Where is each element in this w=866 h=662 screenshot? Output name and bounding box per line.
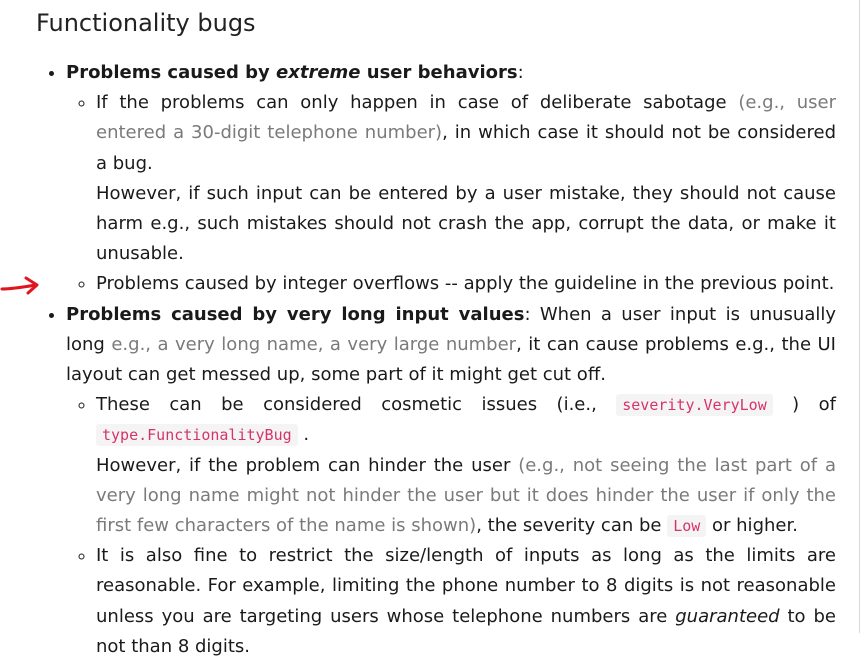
sub-item-integer-overflow: ◦ Problems caused by integer overflows -- apply the guideline in the previous point.: [96, 269, 836, 299]
sub-list-long-input: [66, 390, 836, 662]
code-type-functionalitybug: type.FunctionalityBug: [96, 424, 298, 446]
sub-item-restrict-length: [96, 541, 836, 662]
emphasis-extreme: extreme: [276, 62, 361, 83]
item-title-long-input: Problems caused by very long input values: [66, 303, 525, 325]
page-right-border: [859, 0, 860, 633]
restrict-paragraph: ◦ It is also fine to restrict the size/length of inputs as long as the limits are reasonable. For example, limiting the phone number to 8 digits is not reasonable unless you are targeting users whose telephone numbers are guaranteed to be not than 8 digits.: [96, 545, 836, 657]
section-heading: Functionality bugs: [36, 9, 256, 37]
guideline-content: [0, 58, 836, 662]
sub-list-extreme: [66, 88, 836, 299]
sub-item-cosmetic: [96, 390, 836, 541]
user-mistake-paragraph: However, if such input can be entered by a user mistake, they should not cause harm e.g., such mistakes should not crash the app, corrupt the data, or make it unusable.: [96, 182, 836, 265]
hinder-paragraph: However, if the problem can hinder the user (e.g., not seeing the last part of a very long name might not hinder the user but it does hinder the user if only the first few characters of the name is shown), the severity can be Low or higher.: [96, 454, 836, 537]
long-input-paragraph: • Problems caused by very long input values: When a user input is unusually long e.g., a very long name, a very large number, it can cause problems e.g., the UI layout can get messed up, some part of it might get cut off.: [66, 303, 836, 386]
muted-example: (e.g., not seeing the last part of a very long name might not hinder the user but it does hinder the user if only the first few characters of the name is shown): [96, 454, 836, 537]
muted-example: e.g., a very long name, a very large number: [111, 333, 517, 355]
top-level-list: [0, 58, 836, 662]
sub-item-sabotage: [96, 88, 836, 269]
item-title-extreme: Problems caused by extreme user behaviors: [66, 62, 518, 83]
muted-example: (e.g., user entered a 30-digit telephone number): [96, 92, 836, 144]
code-severity-verylow: severity.VeryLow: [616, 394, 773, 416]
sabotage-paragraph: ◦ If the problems can only happen in case of deliberate sabotage (e.g., user entered a 30-digit telephone number), in which case it should not be considered a bug.: [96, 92, 837, 174]
cosmetic-paragraph: ◦ These can be considered cosmetic issues (i.e., severity.VeryLow ) of type.FunctionalityBug .: [96, 394, 836, 446]
emphasis-guaranteed: guaranteed: [675, 605, 780, 627]
list-item-extreme-behaviors: • Problems caused by extreme user behaviors: ◦ If the problems can only happen in case of deliberate sabotage (e.g., user entered a 30-digit telephone number), in which case it should not be considered a bug. However, if such input can be entered by a user mistake, they should not cause harm e.g., such mistakes should not crash the app, corrupt the data, or make it unusable. ◦ Problems caused by integer overflows -- apply the guideline in the previous point.: [66, 58, 836, 300]
code-low: Low: [667, 515, 706, 537]
list-item-long-input: [66, 300, 836, 662]
